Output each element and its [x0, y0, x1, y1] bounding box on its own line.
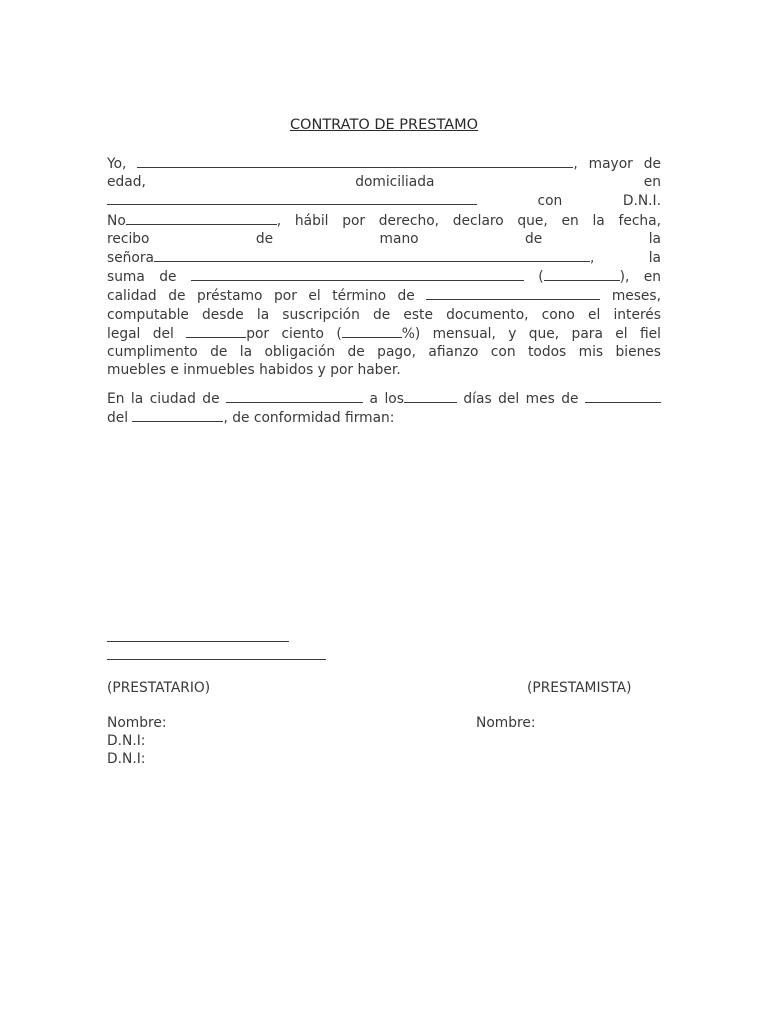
text: En la ciudad de	[107, 391, 220, 407]
paragraph-line	[107, 408, 661, 427]
paragraph-line	[107, 286, 661, 305]
paragraph-line: cumplimento de la obligación de pago, afianzo con todos mis bienes	[107, 344, 661, 361]
text: , mayor de	[573, 156, 662, 172]
signature-line	[107, 659, 326, 660]
text: por ciento (	[246, 325, 342, 342]
paragraph-line	[107, 191, 661, 210]
text: en	[643, 269, 661, 286]
percent-number-blank	[342, 324, 402, 338]
text: a los	[369, 391, 404, 407]
text: , de conformidad firman:	[223, 410, 395, 427]
text: en	[643, 174, 662, 191]
prestamista-label: (PRESTAMISTA)	[527, 680, 632, 696]
text: suma	[107, 269, 145, 286]
document-title: CONTRATO DE PRESTAMO	[289, 117, 479, 133]
paragraph-line: computable desde la suscripción de este documento, cono el interés	[107, 306, 661, 323]
nombre-label-right: Nombre:	[476, 715, 536, 731]
dni-label: D.N.I:	[107, 733, 146, 749]
text: señora	[107, 250, 154, 267]
text: con	[537, 193, 563, 210]
text: Yo,	[107, 156, 127, 172]
name-blank	[137, 154, 573, 168]
contract-paragraph	[107, 154, 661, 379]
percent-blank	[186, 324, 246, 338]
text: de	[159, 269, 177, 286]
text: calidad de préstamo por el término de	[107, 288, 415, 305]
nombre-label-left: Nombre:	[107, 715, 167, 731]
closing-paragraph	[107, 389, 661, 427]
text: , hábil por derecho, declaro que, en la fecha,	[276, 212, 661, 229]
text: mano	[379, 230, 419, 247]
paragraph-line	[107, 230, 661, 248]
text: ,	[590, 250, 595, 267]
text: recibo	[107, 230, 150, 247]
days-blank	[404, 389, 457, 403]
paragraph-line	[107, 324, 661, 343]
text: del	[107, 410, 129, 427]
text: legal del	[107, 325, 174, 342]
amount-blank	[191, 267, 524, 281]
text: meses,	[611, 288, 661, 305]
paragraph-line	[107, 389, 661, 408]
month-blank	[585, 389, 661, 403]
text: ),	[619, 269, 630, 286]
text: No	[107, 212, 126, 229]
text: edad,	[107, 174, 146, 191]
city-blank	[226, 389, 363, 403]
text: (	[538, 269, 544, 286]
text: de	[525, 230, 543, 247]
amount-number-blank	[544, 267, 620, 281]
dni-blank	[126, 211, 277, 225]
paragraph-line	[107, 267, 661, 286]
dni-label: D.N.I:	[107, 751, 146, 767]
text: domiciliada	[355, 174, 435, 191]
text: días del mes de	[463, 391, 579, 407]
paragraph-line	[107, 154, 661, 173]
paragraph-line: muebles e inmuebles habidos y por haber.	[107, 362, 401, 379]
text: de	[255, 230, 274, 247]
term-blank	[426, 286, 600, 300]
text: %) mensual, y que, para el fiel	[401, 325, 661, 342]
text: la	[648, 250, 661, 267]
paragraph-line	[107, 173, 661, 191]
address-blank	[107, 191, 477, 205]
prestatario-label: (PRESTATARIO)	[107, 680, 211, 696]
paragraph-line	[107, 211, 661, 230]
lender-name-blank	[154, 248, 590, 262]
paragraph-line	[107, 248, 661, 267]
text: la	[648, 230, 661, 247]
year-blank	[132, 408, 223, 422]
signature-line	[107, 641, 289, 642]
text: D.N.I.	[622, 193, 662, 210]
